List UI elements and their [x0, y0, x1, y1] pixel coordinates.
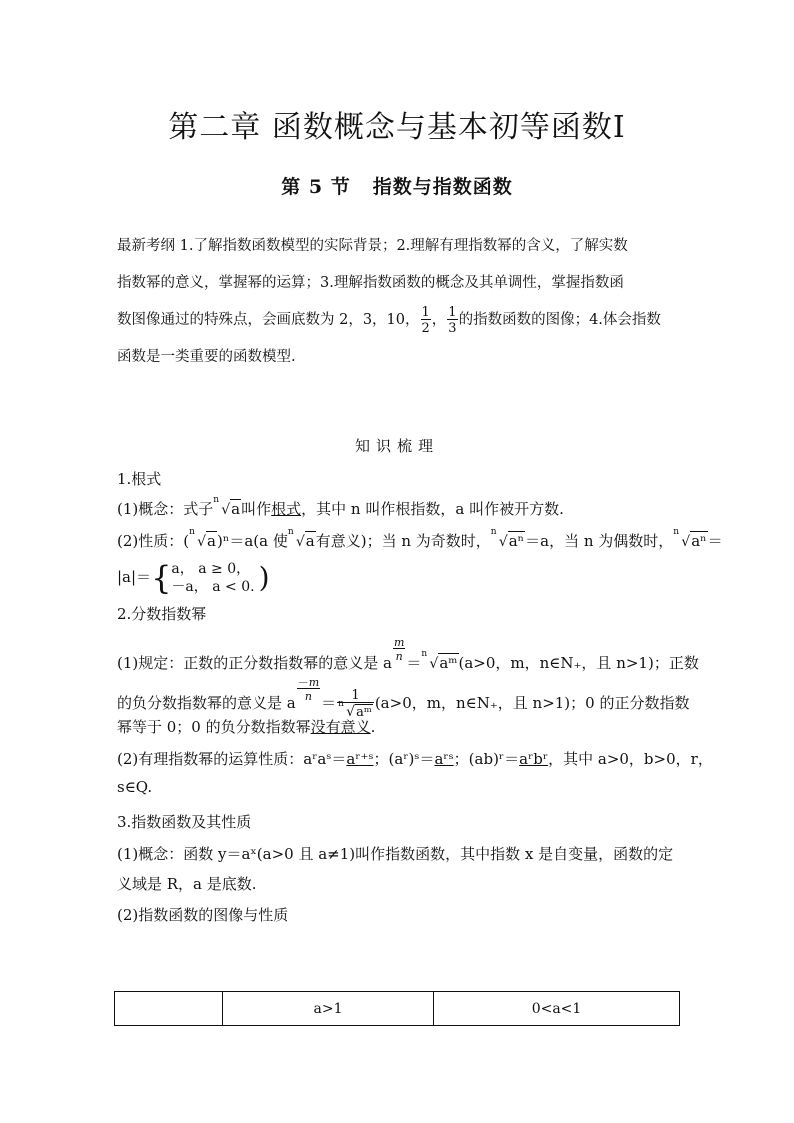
radical-sign-icon: √: [346, 704, 356, 720]
text: (a>0，m，n∈N₊，且 n>1)；正数: [458, 654, 699, 672]
syllabus-line-2: 指数幂的意义，掌握幂的运算；3.理解指数函数的概念及其单调性，掌握指数函: [117, 275, 624, 291]
root-index: n: [213, 495, 220, 505]
fraction-numerator: m: [393, 636, 405, 649]
root-index: n: [189, 527, 195, 537]
root-index: n: [287, 527, 294, 537]
text: (a>0，m，n∈N₊，且 n>1)；0 的正分数指数: [374, 694, 690, 712]
fraction-numerator: 1: [421, 304, 430, 320]
text: (2)性质：(: [117, 532, 190, 550]
radical-expression: [189, 527, 217, 550]
radicand: a: [231, 500, 241, 518]
fractional-zero: [117, 716, 375, 737]
root-index: n: [673, 527, 680, 537]
syllabus-line-1: 最新考纲 1.了解指数函数模型的实际背景；2.理解有理指数幂的含义，了解实数: [117, 238, 628, 254]
table-row: [115, 992, 680, 1026]
fractional-rule-negative: [117, 677, 689, 719]
section-topic: 指数与指数函数: [372, 176, 513, 198]
right-paren-icon: ): [258, 561, 270, 594]
text: ＝: [707, 532, 723, 550]
case-1: a， a ≥ 0，: [171, 561, 251, 577]
radical-sign-icon: √: [221, 502, 231, 518]
fraction-one-half: [421, 306, 431, 335]
separator: ，: [431, 312, 447, 328]
underlined-term: aʳ⁺ˢ: [346, 750, 374, 768]
underlined-term: aʳbʳ: [519, 750, 549, 768]
root-index: n: [490, 527, 497, 537]
text: 叫作: [241, 500, 272, 518]
expfunc-concept: (1)概念：函数 y＝aˣ(a>0 且 a≠1)叫作指数函数，其中指数 x 是自变量，函数的定: [117, 845, 674, 863]
text: .: [370, 718, 376, 736]
radical-expression: [287, 527, 316, 550]
radical-expression: [213, 495, 241, 518]
fraction-numerator: 1: [448, 304, 457, 320]
radicand: a: [305, 532, 315, 550]
syllabus-line-3-text: 数图像通过的特殊点，会画底数为 2，3，10，: [117, 312, 420, 328]
radical-sign-icon: √: [197, 534, 207, 550]
radical-sign-icon: √: [681, 534, 691, 550]
text: ＝: [321, 694, 337, 712]
fraction-denominator: 3: [448, 320, 457, 336]
cases-block: [171, 560, 254, 596]
fraction-reciprocal-root: [337, 689, 374, 719]
text: ；(aʳ)ˢ＝: [373, 750, 435, 768]
text: (1)概念：式子: [117, 500, 214, 518]
radicand: aᵐ: [439, 654, 458, 672]
text: 有意义)；当 n 为奇数时，: [315, 532, 491, 550]
syllabus-line-3-end: 的指数函数的图像；4.体会指数: [458, 312, 661, 328]
radicand: aⁿ: [691, 532, 707, 550]
fractional-rule-positive: [117, 637, 699, 673]
knowledge-heading: 知识梳理: [354, 437, 439, 455]
text: ，其中 n 叫作根指数，a 叫作被开方数.: [301, 500, 564, 518]
text: |a|＝: [117, 568, 152, 586]
expfunc-concept-cont: 义域是 R，a 是底数.: [117, 875, 257, 893]
fraction-denominator: n: [297, 688, 320, 702]
absolute-value-cases: [117, 560, 270, 596]
table-header-cell: 0<a<1: [434, 992, 680, 1026]
radical-expression: [421, 649, 458, 672]
exponent-m-over-n: [393, 637, 405, 662]
left-brace-icon: {: [151, 559, 172, 597]
text: )ⁿ＝a(a 使: [216, 532, 288, 550]
root-index: n: [338, 699, 344, 709]
radical-sign-icon: √: [295, 534, 305, 550]
table-header-cell: [115, 992, 223, 1026]
fraction-denominator: n: [393, 648, 405, 662]
fractional-operations: [117, 748, 713, 769]
radicals-properties: [117, 527, 723, 551]
text: 的负分数指数幂的意义是 a: [117, 694, 296, 712]
fraction-denominator: 2: [421, 320, 430, 336]
text: ；(ab)ʳ＝: [453, 750, 520, 768]
expfunc-graph-heading: (2)指数函数的图像与性质: [117, 906, 289, 924]
section-title: [0, 172, 794, 199]
radicand: a: [207, 532, 216, 550]
radicals-heading: 1.根式: [117, 470, 162, 488]
exponent-neg-m-over-n: [297, 677, 320, 702]
radical-sign-icon: √: [429, 656, 439, 672]
text: (1)规定：正数的正分数指数幂的意义是 a: [117, 654, 392, 672]
syllabus-line-4: 函数是一类重要的函数模型.: [117, 349, 296, 365]
properties-table: [114, 991, 680, 1026]
text: ＝: [406, 654, 422, 672]
radical-expression: [673, 527, 707, 550]
radicals-definition: [117, 495, 564, 519]
case-2: －a， a < 0.: [171, 579, 255, 595]
text: (2)有理指数幂的运算性质：aʳaˢ＝: [117, 750, 347, 768]
text: 幂等于 0；0 的负分数指数幂: [117, 718, 311, 736]
radical-sign-icon: √: [498, 534, 508, 550]
syllabus-line-3: [117, 302, 677, 339]
chapter-title: 第二章 函数概念与基本初等函数Ⅰ: [168, 110, 626, 145]
section-label: 第 5 节: [281, 176, 351, 198]
fraction-one-third: [447, 306, 457, 335]
table-header-cell: a>1: [223, 992, 434, 1026]
expfunc-heading: 3.指数函数及其性质: [117, 813, 252, 831]
text: ，其中 a>0，b>0，r，: [548, 750, 713, 768]
underlined-term: aʳˢ: [434, 750, 454, 768]
fraction-numerator: －m: [297, 676, 320, 689]
underlined-term: 没有意义: [310, 718, 371, 736]
underlined-term: 根式: [271, 500, 302, 518]
radical-expression: [490, 527, 525, 550]
radicand: aᵐ: [356, 705, 372, 720]
fractional-heading: 2.分数指数幂: [117, 605, 207, 623]
syllabus-block: [117, 228, 677, 376]
radicand: aⁿ: [508, 532, 525, 550]
fraction-numerator: 1: [351, 688, 360, 703]
text: ＝a，当 n 为偶数时，: [525, 532, 674, 550]
fractional-operations-cont: s∈Q.: [117, 778, 153, 796]
root-index: n: [421, 649, 428, 659]
